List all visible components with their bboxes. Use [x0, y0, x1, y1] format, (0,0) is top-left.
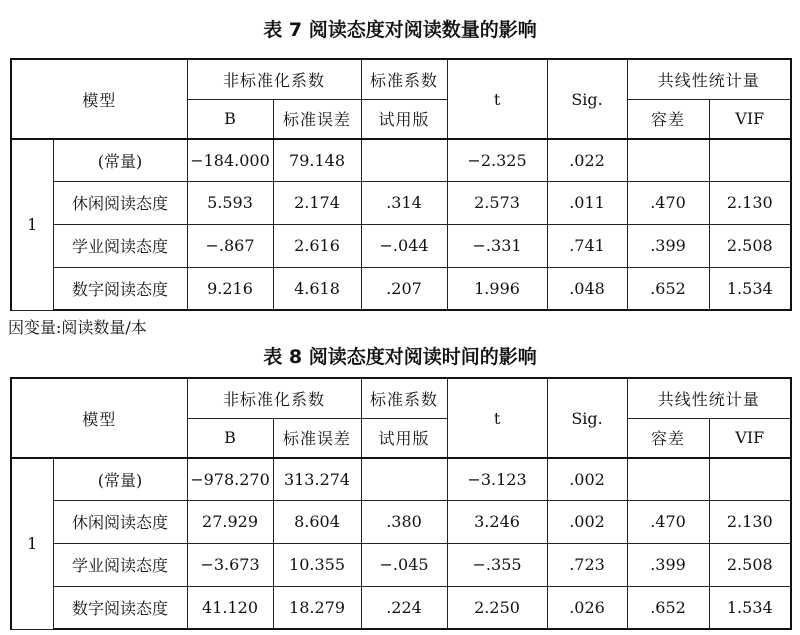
cell-vif: 2.508: [709, 224, 791, 267]
row-name: 数字阅读态度: [53, 267, 187, 310]
header-standardized: 标准系数: [361, 59, 447, 99]
cell-t: 2.250: [447, 586, 547, 629]
header-sig: Sig.: [547, 59, 627, 139]
header-t: t: [447, 378, 547, 458]
table-row: [11, 267, 791, 310]
cell-sig: .002: [547, 500, 627, 543]
header-tolerance: 容差: [627, 99, 709, 139]
header-collinearity: 共线性统计量: [627, 378, 791, 418]
cell-t: −.331: [447, 224, 547, 267]
cell-se: 4.618: [273, 267, 361, 310]
cell-t: 1.996: [447, 267, 547, 310]
cell-b: 27.929: [187, 500, 273, 543]
cell-b: 5.593: [187, 181, 273, 224]
header-beta: 试用版: [361, 418, 447, 458]
header-std-error: 标准误差: [273, 99, 361, 139]
table-row: [11, 181, 791, 224]
cell-tolerance: .399: [627, 543, 709, 586]
header-collinearity: 共线性统计量: [627, 59, 791, 99]
cell-b: 9.216: [187, 267, 273, 310]
cell-tolerance: .652: [627, 267, 709, 310]
row-name: 休闲阅读态度: [53, 500, 187, 543]
cell-tolerance: [627, 139, 709, 181]
cell-tolerance: .470: [627, 500, 709, 543]
row-name: 休闲阅读态度: [53, 181, 187, 224]
cell-t: −.355: [447, 543, 547, 586]
cell-beta: .207: [361, 267, 447, 310]
cell-vif: 2.130: [709, 181, 791, 224]
header-standardized: 标准系数: [361, 378, 447, 418]
header-tolerance: 容差: [627, 418, 709, 458]
table-row: [11, 500, 791, 543]
cell-vif: [709, 458, 791, 500]
cell-b: −184.000: [187, 139, 273, 181]
cell-b: 41.120: [187, 586, 273, 629]
cell-t: 3.246: [447, 500, 547, 543]
model-number: 1: [11, 458, 53, 629]
cell-b: −.867: [187, 224, 273, 267]
cell-se: 18.279: [273, 586, 361, 629]
table-row: [11, 543, 791, 586]
cell-beta: .224: [361, 586, 447, 629]
row-name: (常量): [53, 458, 187, 500]
table-row: [11, 586, 791, 629]
header-unstandardized: 非标准化系数: [187, 59, 361, 99]
header-unstandardized: 非标准化系数: [187, 378, 361, 418]
cell-beta: [361, 458, 447, 500]
cell-sig: .741: [547, 224, 627, 267]
cell-beta: −.045: [361, 543, 447, 586]
cell-sig: .048: [547, 267, 627, 310]
cell-vif: 1.534: [709, 586, 791, 629]
table-8-title: 表 8 阅读态度对阅读时间的影响: [263, 346, 537, 368]
cell-beta: −.044: [361, 224, 447, 267]
cell-tolerance: .652: [627, 586, 709, 629]
cell-vif: 2.130: [709, 500, 791, 543]
cell-vif: [709, 139, 791, 181]
row-name: (常量): [53, 139, 187, 181]
cell-sig: .002: [547, 458, 627, 500]
header-b: B: [187, 418, 273, 458]
header-sig: Sig.: [547, 378, 627, 458]
table-7-title: 表 7 阅读态度对阅读数量的影响: [263, 19, 537, 41]
cell-sig: .723: [547, 543, 627, 586]
header-vif: VIF: [709, 418, 791, 458]
cell-tolerance: .470: [627, 181, 709, 224]
model-number: 1: [11, 139, 53, 310]
header-vif: VIF: [709, 99, 791, 139]
cell-se: 2.616: [273, 224, 361, 267]
dependent-variable-note: 因变量:阅读数量/本: [8, 318, 147, 337]
table-row: [11, 224, 791, 267]
cell-se: 79.148: [273, 139, 361, 181]
row-name: 学业阅读态度: [53, 543, 187, 586]
header-t: t: [447, 59, 547, 139]
cell-t: 2.573: [447, 181, 547, 224]
cell-b: −978.270: [187, 458, 273, 500]
cell-beta: [361, 139, 447, 181]
header-model: 模型: [11, 59, 187, 139]
cell-t: −3.123: [447, 458, 547, 500]
cell-se: 10.355: [273, 543, 361, 586]
cell-b: −3.673: [187, 543, 273, 586]
table-8: [10, 377, 792, 630]
table-row: [11, 139, 791, 181]
cell-vif: 2.508: [709, 543, 791, 586]
cell-vif: 1.534: [709, 267, 791, 310]
cell-se: 8.604: [273, 500, 361, 543]
cell-se: 313.274: [273, 458, 361, 500]
cell-beta: .314: [361, 181, 447, 224]
cell-sig: .022: [547, 139, 627, 181]
cell-tolerance: [627, 458, 709, 500]
cell-tolerance: .399: [627, 224, 709, 267]
header-std-error: 标准误差: [273, 418, 361, 458]
cell-t: −2.325: [447, 139, 547, 181]
row-name: 数字阅读态度: [53, 586, 187, 629]
row-name: 学业阅读态度: [53, 224, 187, 267]
cell-sig: .011: [547, 181, 627, 224]
header-model: 模型: [11, 378, 187, 458]
cell-beta: .380: [361, 500, 447, 543]
table-7: [10, 58, 792, 311]
cell-sig: .026: [547, 586, 627, 629]
cell-se: 2.174: [273, 181, 361, 224]
table-row: [11, 458, 791, 500]
header-beta: 试用版: [361, 99, 447, 139]
header-b: B: [187, 99, 273, 139]
